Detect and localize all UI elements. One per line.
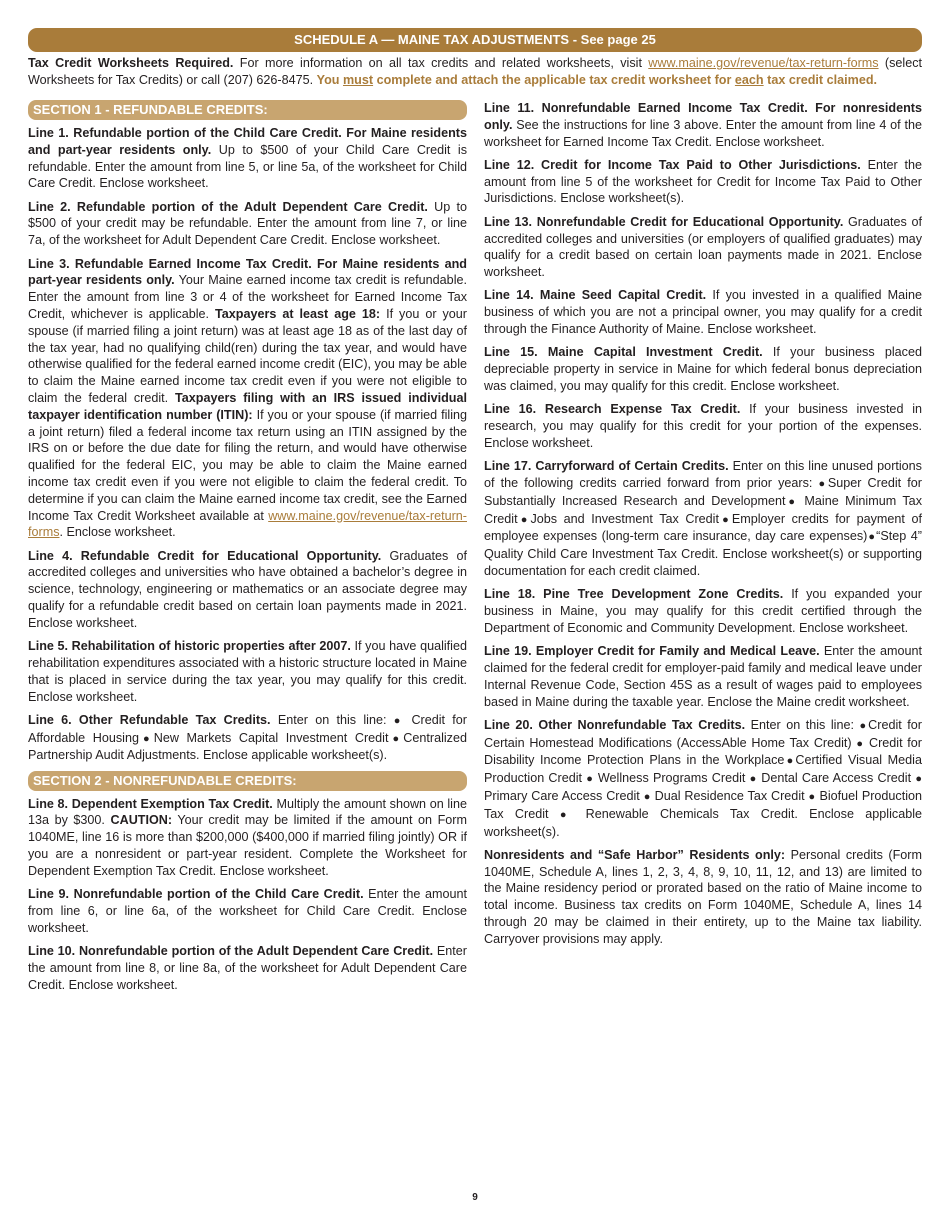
line-4-paragraph: Line 4. Refundable Credit for Educational Opportunity. Graduates of accredited colleges and universities who have obtained a bachelor’s degree in science, technology, engineering or mathematics or an associate degree may qualify for a refundable credit based on certain loan payments made in 2021. Enclose worksheet. (28, 548, 467, 630)
intro-paragraph (28, 55, 922, 88)
bullet-icon: ● (586, 773, 594, 786)
line-18-paragraph: Line 18. Pine Tree Development Zone Credits. If you expanded your business in Maine, you may qualify for this credit certified through the Department of Economic and Community Development. Enclose worksheet. (484, 587, 922, 635)
intro-text: For more information on all tax credits and related worksheets, visit (233, 56, 649, 70)
intro-lead: Tax Credit Worksheets Required. (28, 56, 234, 70)
bullet-icon: ● (643, 790, 651, 803)
bullet-icon: ● (559, 808, 575, 821)
schedule-banner: SCHEDULE A — MAINE TAX ADJUSTMENTS - See page 25 (28, 28, 922, 52)
line-16-paragraph: Line 16. Research Expense Tax Credit. If your business invested in research, you may qualify for this credit for your portion of the expenses. Enclose worksheet. (484, 402, 922, 450)
line-10-paragraph: Line 10. Nonrefundable portion of the Adult Dependent Care Credit. Enter the amount from line 8, or line 8a, of the worksheet for Adult Dependent Care Credit. Enclose worksheet. (28, 944, 467, 992)
page-number: 9 (472, 1192, 478, 1203)
line-2-paragraph: Line 2. Refundable portion of the Adult Dependent Care Credit. Up to $500 of your credit may be refundable. Enter the amount from line 7, or line 7a, of the worksheet for Adult Dependent Care Credit. Enclose worksheet. (28, 199, 467, 248)
line-19-paragraph: Line 19. Employer Credit for Family and Medical Leave. Enter the amount claimed for the federal credit for employer-paid family and medical leave under Internal Revenue Code, Section 45S as a result of wages paid to employees based in Maine during the taxable year. Enclose the Maine credit worksheet. (484, 644, 922, 709)
line-3-paragraph: Line 3. Refundable Earned Income Tax Credit. For Maine residents and part-year residents only. Your Maine earned income tax credit is refundable. Enter the amount from line 3 or 4 of the worksheet for Earned Income Tax Credit, whichever is applicable. Taxpayers at least age 18: If you or your spouse (if married filing a joint return) was at least age 18 as of the last day of the tax year, had no qualifying child(ren) during the tax year, and would have otherwise qualified for the federal earned income credit (EIC), you may be able to claim the Maine earned income tax credit even if you were not eligible to claim the federal credit. Taxpayers filing with an IRS issued individual taxpayer identification number (ITIN): If you or your spouse (if married filing a joint return) filed a federal income tax return using an ITIN assigned by the IRS on or before the due date for filing the return, and would have otherwise qualified for the federal EIC, you may be able to claim the Maine earned income tax credit even if you were not eligible to claim the federal credit. To determine if you can claim the Maine earned income tax credit, see the Earned Income Tax Credit Worksheet available at www.maine.gov/revenue/tax-return-forms. Enclose worksheet. (28, 256, 467, 540)
left-column (28, 100, 467, 1000)
line-8-paragraph: Line 8. Dependent Exemption Tax Credit. Multiply the amount shown on line 13a by $300. CAUTION: Your credit may be limited if the amount on Form 1040ME, line 16 is more than $200,000 ($400,000 if married filing jointly) OR if you are a nonresident or part-year resident. Complete the Worksheet for Dependent Exemption Tax Credit. Enclose worksheet. (28, 796, 467, 878)
bullet-icon: ● (138, 732, 154, 745)
right-column (484, 100, 922, 954)
section-1-header: SECTION 1 - REFUNDABLE CREDITS: (28, 100, 467, 120)
bullet-icon: ● (856, 737, 865, 750)
bullet-icon: ● (915, 773, 922, 786)
intro-warning: You must complete and attach the applicable tax credit worksheet for each tax credit claimed. (316, 72, 878, 87)
bullet-icon: ● (859, 719, 869, 732)
bullet-icon: ● (718, 513, 732, 526)
line-14-paragraph: Line 14. Maine Seed Capital Credit. If you invested in a qualified Maine business of which you are not a principal owner, you may qualify for a credit through the Finance Authority of Maine. Enclose worksheet. (484, 288, 922, 337)
line-9-paragraph: Line 9. Nonrefundable portion of the Child Care Credit. Enter the amount from line 6, or line 6a, of the worksheet for Child Care Credit. Enclose worksheet. (28, 887, 467, 935)
bullet-icon: ● (867, 531, 877, 544)
bullet-icon: ● (784, 755, 796, 768)
intro-text-2: (select Worksheets for Tax Credits) or call (207) 626-8475. (28, 56, 923, 87)
line-15-paragraph: Line 15. Maine Capital Investment Credit. If your business placed depreciable property in service in Maine for which federal bonus depreciation was claimed, you may qualify for this credit. Enclose worksheet. (484, 345, 922, 393)
line-1-paragraph: Line 1. Refundable portion of the Child Care Credit. For Maine residents and part-year residents only. Up to $500 of your Child Care Credit is refundable. Enter the amount from line 5, or line 5a, of the worksheet for Child Care Credit. Enclose worksheet. (28, 126, 468, 191)
line-6-paragraph: Line 6. Other Refundable Tax Credits. Enter on this line: ● Credit for Affordable Housing●New Markets Capital Investment Credit●Centralized Partnership Audit Adjustments. Enclose applicable worksheet(s). (28, 712, 467, 763)
bullet-icon: ● (808, 790, 816, 803)
bullet-icon: ● (749, 773, 757, 786)
bullet-icon: ● (517, 513, 531, 526)
bullet-icon: ● (785, 495, 798, 508)
line-5-paragraph: Line 5. Rehabilitation of historic properties after 2007. If you have qualified rehabilitation expenditures associated with a historic structure located in Maine that is placed in service during the tax year, you may qualify for this credit. Enclose worksheet. (28, 639, 467, 704)
bullet-icon: ● (388, 732, 404, 745)
line-11-paragraph: Line 11. Nonrefundable Earned Income Tax Credit. For nonresidents only. See the instructions for line 3 above. Enter the amount from line 4 of the worksheet for Earned Income Tax Credit. Enclose worksheet. (484, 101, 922, 149)
nonresidents-paragraph: Nonresidents and “Safe Harbor” Residents only: Personal credits (Form 1040ME, Schedule A, lines 1, 2, 3, 4, 8, 9, 10, 11, 12, and 13) are limited to the Maine residency period or prorated based on the ratio of Maine income to total income. Business tax credits on Form 1040ME, Schedule A, lines 14 through 20 may be claimed in their entirety, up to the Maine tax liability. Carryover provisions may apply. (484, 847, 922, 946)
line-20-paragraph: Line 20. Other Nonrefundable Tax Credits. Enter on this line: ●Credit for Certain Homestead Modifications (AccessAble Home Tax Credit) ● Credit for Disability Income Protection Plans in the Workplace●Certified Visual Media Production Credit ● Wellness Programs Credit ● Dental Care Access Credit ● Primary Care Access Credit ● Dual Residence Tax Credit ● Biofuel Production Tax Credit ● Renewable Chemicals Tax Credit. Enclose applicable worksheet(s). (484, 717, 923, 839)
line-12-paragraph: Line 12. Credit for Income Tax Paid to Other Jurisdictions. Enter the amount from line 5 of the worksheet for Credit for Income Tax Paid to Other Jurisdictions. Enclose worksheet(s). (484, 157, 922, 206)
line-17-paragraph: Line 17. Carryforward of Certain Credits. Enter on this line unused portions of the following credits carried forward from prior years: ●Super Credit for Substantially Increased Research and Development● Maine Minimum Tax Credit●Jobs and Investment Tax Credit●Employer credits for payment of employee expenses (long-term care insurance, day care expenses)●“Step 4” Quality Child Care Investment Tax Credit. Enclose worksheet(s) or supporting documentation for each credit claimed. (484, 459, 922, 578)
bullet-icon: ● (818, 477, 828, 490)
forms-link[interactable]: www.maine.gov/revenue/tax-return-forms (648, 56, 879, 70)
bullet-icon: ● (393, 714, 405, 727)
section-2-header: SECTION 2 - NONREFUNDABLE CREDITS: (28, 771, 467, 791)
eitc-worksheet-link[interactable]: www.maine.gov/revenue/tax-return-forms (28, 508, 467, 540)
line-13-paragraph: Line 13. Nonrefundable Credit for Educational Opportunity. Graduates of accredited colleges and universities (or employers of qualified graduates) may qualify for a credit based on certain loan payments made in 2021. Enclose worksheet. (484, 214, 922, 280)
